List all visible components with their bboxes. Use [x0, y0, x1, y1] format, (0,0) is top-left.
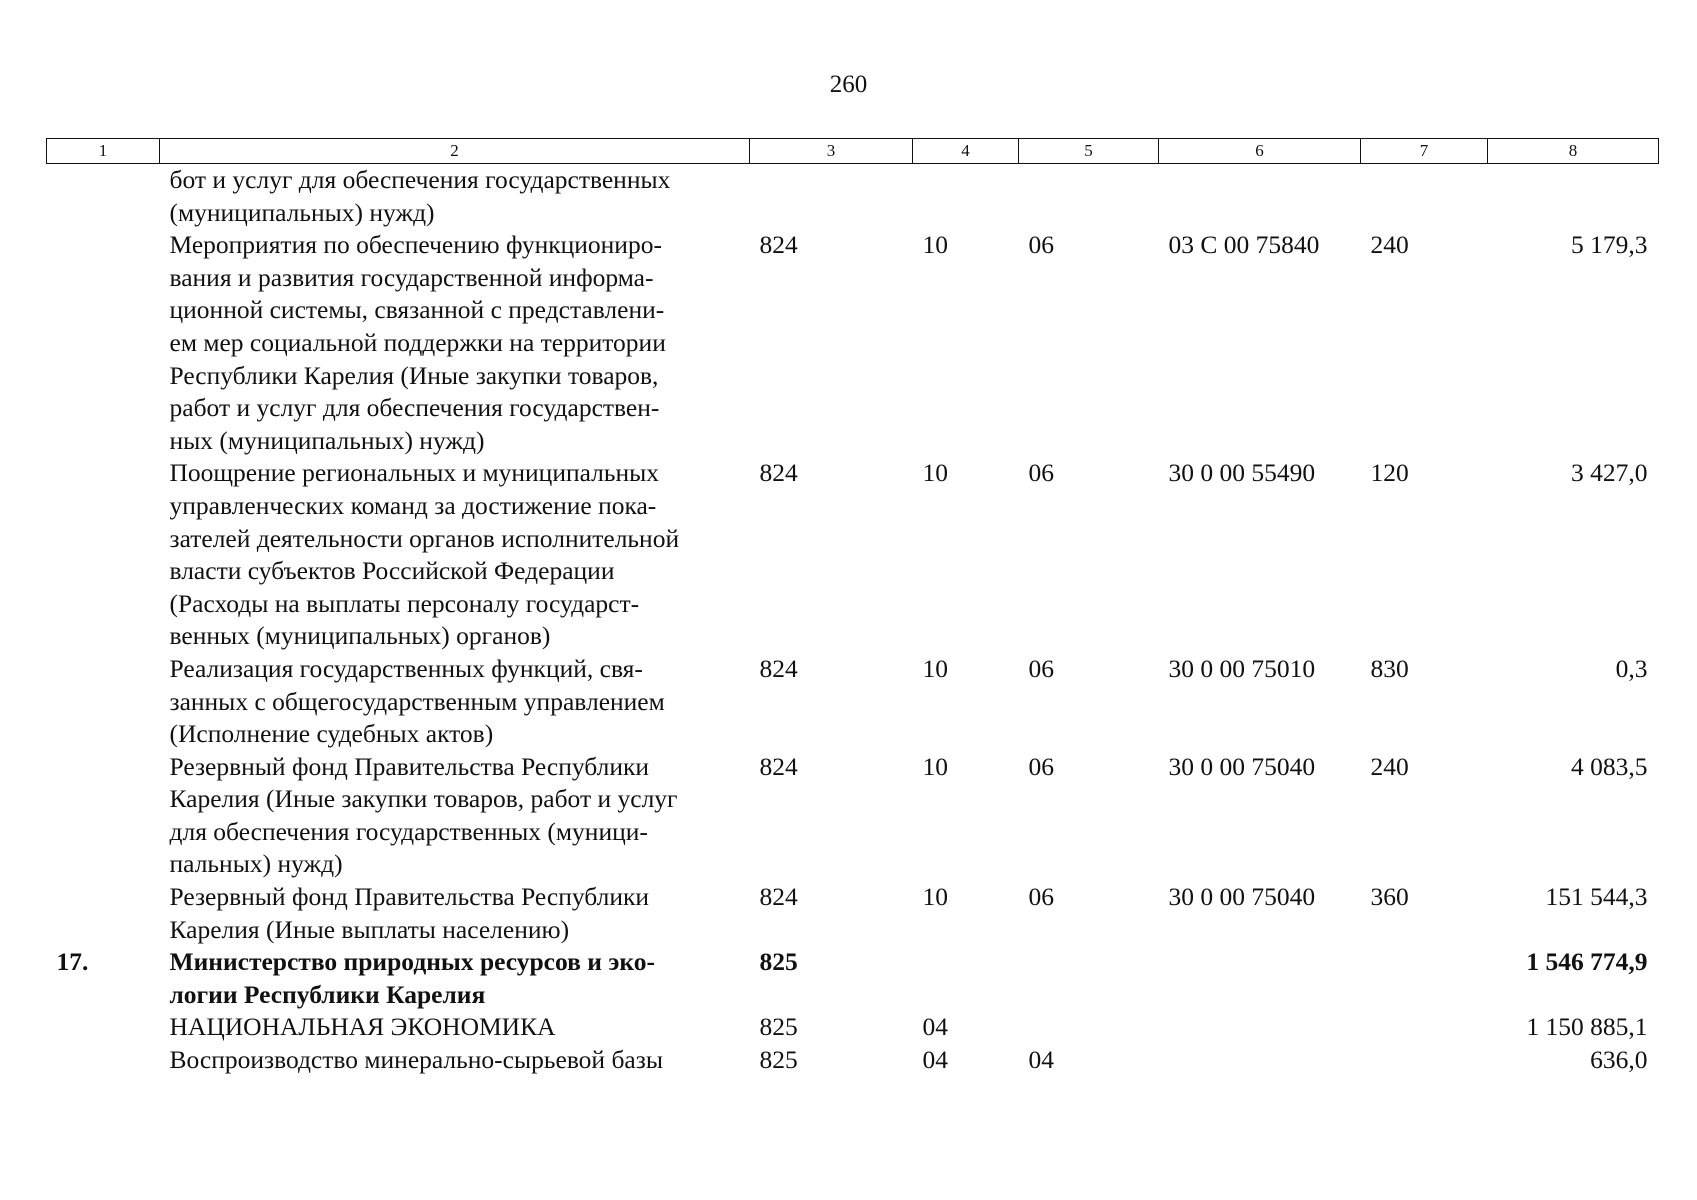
- row-code-target: 30 0 00 75040: [1168, 882, 1316, 912]
- description-line: (Исполнение судебных актов): [169, 719, 494, 749]
- row-code-subsection: 06: [1028, 751, 1054, 781]
- row-number: [47, 751, 160, 881]
- row-code-section: 04: [922, 1012, 948, 1042]
- row-code-ministry: 824: [759, 751, 798, 781]
- description-line: (Расходы на выплаты персоналу государст-: [169, 588, 640, 618]
- row-code-section: 10: [922, 458, 948, 488]
- table-row: [47, 164, 1659, 230]
- row-description: [160, 1011, 750, 1044]
- row-code-ministry: 824: [759, 230, 798, 260]
- description-line: Воспроизводство минерально-сырьевой базы: [169, 1045, 663, 1075]
- column-header-6: 6: [1159, 139, 1361, 164]
- row-code-target: 30 0 00 75010: [1168, 653, 1316, 683]
- description-line: ем мер социальной поддержки на территории: [169, 327, 666, 357]
- description-line: управленческих команд за достижение пока-: [169, 490, 657, 520]
- table-row: [47, 881, 1659, 946]
- row-code-subsection: 06: [1028, 230, 1054, 260]
- row-code-ministry: 825: [759, 1012, 798, 1042]
- column-header-5: 5: [1019, 139, 1159, 164]
- row-code-subsection: 06: [1028, 882, 1054, 912]
- row-code-subsection: 06: [1028, 458, 1054, 488]
- row-code-subsection: [1019, 164, 1159, 230]
- row-description: [160, 457, 750, 653]
- row-code-expense-type: 240: [1370, 751, 1409, 781]
- row-code-ministry: 824: [759, 458, 798, 488]
- row-code-ministry: 825: [759, 947, 798, 977]
- budget-table: [46, 138, 1659, 1077]
- table-header: [47, 139, 1659, 164]
- row-amount: 0,3: [1615, 653, 1648, 683]
- description-line: Министерство природных ресурсов и эко-: [169, 947, 655, 977]
- table-row: [47, 1044, 1659, 1077]
- row-amount: 3 427,0: [1571, 458, 1648, 488]
- description-line: Резервный фонд Правительства Республики: [169, 882, 649, 912]
- description-line: занных с общегосударственным управлением: [169, 686, 665, 716]
- row-number: [47, 229, 160, 457]
- description-line: зателей деятельности органов исполнительной: [169, 523, 680, 553]
- description-line: Карелия (Иные выплаты населению): [169, 914, 570, 944]
- description-line: Мероприятия по обеспечению функциониро-: [169, 230, 662, 260]
- column-header-4: 4: [913, 139, 1019, 164]
- row-code-ministry: 824: [759, 653, 798, 683]
- row-description: [160, 751, 750, 881]
- description-line: ционной системы, связанной с представлени-: [169, 295, 665, 325]
- row-amount: 636,0: [1590, 1045, 1648, 1075]
- row-code-expense-type: [1361, 946, 1488, 1011]
- row-code-target: [1159, 946, 1361, 1011]
- description-line: власти субъектов Российской Федерации: [169, 556, 615, 586]
- row-code-section: 10: [922, 230, 948, 260]
- row-code-subsection: [1019, 1011, 1159, 1044]
- column-header-2: 2: [160, 139, 750, 164]
- row-amount: [1488, 164, 1659, 230]
- column-header-7: 7: [1361, 139, 1488, 164]
- table-body: [47, 164, 1659, 1077]
- description-line: Реализация государственных функций, свя-: [169, 653, 643, 683]
- row-number: [47, 653, 160, 751]
- row-code-expense-type: [1361, 1011, 1488, 1044]
- row-description: [160, 164, 750, 230]
- row-number: 17.: [56, 947, 89, 977]
- row-code-ministry: [750, 164, 913, 230]
- row-code-section: 10: [922, 751, 948, 781]
- page-number: 260: [829, 71, 868, 98]
- row-code-expense-type: 360: [1370, 882, 1409, 912]
- description-line: Карелия (Иные закупки товаров, работ и услуг: [169, 784, 678, 814]
- row-code-subsection: 06: [1028, 653, 1054, 683]
- description-line: для обеспечения государственных (муници-: [169, 816, 648, 846]
- description-line: Резервный фонд Правительства Республики: [169, 751, 649, 781]
- table-row: [47, 946, 1659, 1011]
- description-line: (муниципальных) нужд): [169, 197, 435, 227]
- row-description: [160, 1044, 750, 1077]
- row-code-expense-type: [1361, 1044, 1488, 1077]
- row-code-ministry: 824: [759, 882, 798, 912]
- row-code-expense-type: [1361, 164, 1488, 230]
- description-line: ных (муниципальных) нужд): [169, 425, 485, 455]
- table-row: [47, 457, 1659, 653]
- row-code-target: [1159, 1011, 1361, 1044]
- description-line: логии Республики Карелия: [169, 979, 486, 1009]
- row-description: [160, 881, 750, 946]
- description-line: венных (муниципальных) органов): [169, 621, 551, 651]
- column-header-3: 3: [750, 139, 913, 164]
- row-description: [160, 946, 750, 1011]
- table-row: [47, 229, 1659, 457]
- row-description: [160, 653, 750, 751]
- row-code-subsection: [1019, 946, 1159, 1011]
- description-line: вания и развития государственной информа-: [169, 262, 654, 292]
- description-line: Поощрение региональных и муниципальных: [169, 458, 660, 488]
- row-amount: 151 544,3: [1545, 882, 1648, 912]
- row-number: [47, 164, 160, 230]
- row-code-target: 30 0 00 55490: [1168, 458, 1316, 488]
- row-number: [47, 1044, 160, 1077]
- description-line: пальных) нужд): [169, 849, 343, 879]
- row-number: [47, 1011, 160, 1044]
- row-code-section: [913, 164, 1019, 230]
- row-code-target: [1159, 1044, 1361, 1077]
- table-row: [47, 751, 1659, 881]
- row-description: [160, 229, 750, 457]
- row-code-target: 30 0 00 75040: [1168, 751, 1316, 781]
- row-code-section: 04: [922, 1045, 948, 1075]
- row-code-subsection: 04: [1028, 1045, 1054, 1075]
- description-line: НАЦИОНАЛЬНАЯ ЭКОНОМИКА: [169, 1012, 556, 1042]
- description-line: бот и услуг для обеспечения государственных: [169, 165, 671, 194]
- row-amount: 4 083,5: [1571, 751, 1648, 781]
- row-code-section: [913, 946, 1019, 1011]
- column-number-row: [47, 139, 1659, 164]
- row-code-target: 03 С 00 75840: [1168, 230, 1320, 260]
- row-code-section: 10: [922, 653, 948, 683]
- row-amount: 1 150 885,1: [1526, 1012, 1648, 1042]
- row-number: [47, 457, 160, 653]
- row-code-section: 10: [922, 882, 948, 912]
- column-header-8: 8: [1488, 139, 1659, 164]
- row-number: [47, 881, 160, 946]
- description-line: Республики Карелия (Иные закупки товаров,: [169, 360, 659, 390]
- row-code-expense-type: 830: [1370, 653, 1409, 683]
- table-row: [47, 1011, 1659, 1044]
- table-row: [47, 653, 1659, 751]
- column-header-1: 1: [47, 139, 160, 164]
- row-code-target: [1159, 164, 1361, 230]
- row-code-expense-type: 120: [1370, 458, 1409, 488]
- description-line: работ и услуг для обеспечения государствен-: [169, 393, 660, 423]
- row-code-ministry: 825: [759, 1045, 798, 1075]
- row-code-expense-type: 240: [1370, 230, 1409, 260]
- row-amount: 5 179,3: [1571, 230, 1648, 260]
- row-amount: 1 546 774,9: [1526, 947, 1648, 977]
